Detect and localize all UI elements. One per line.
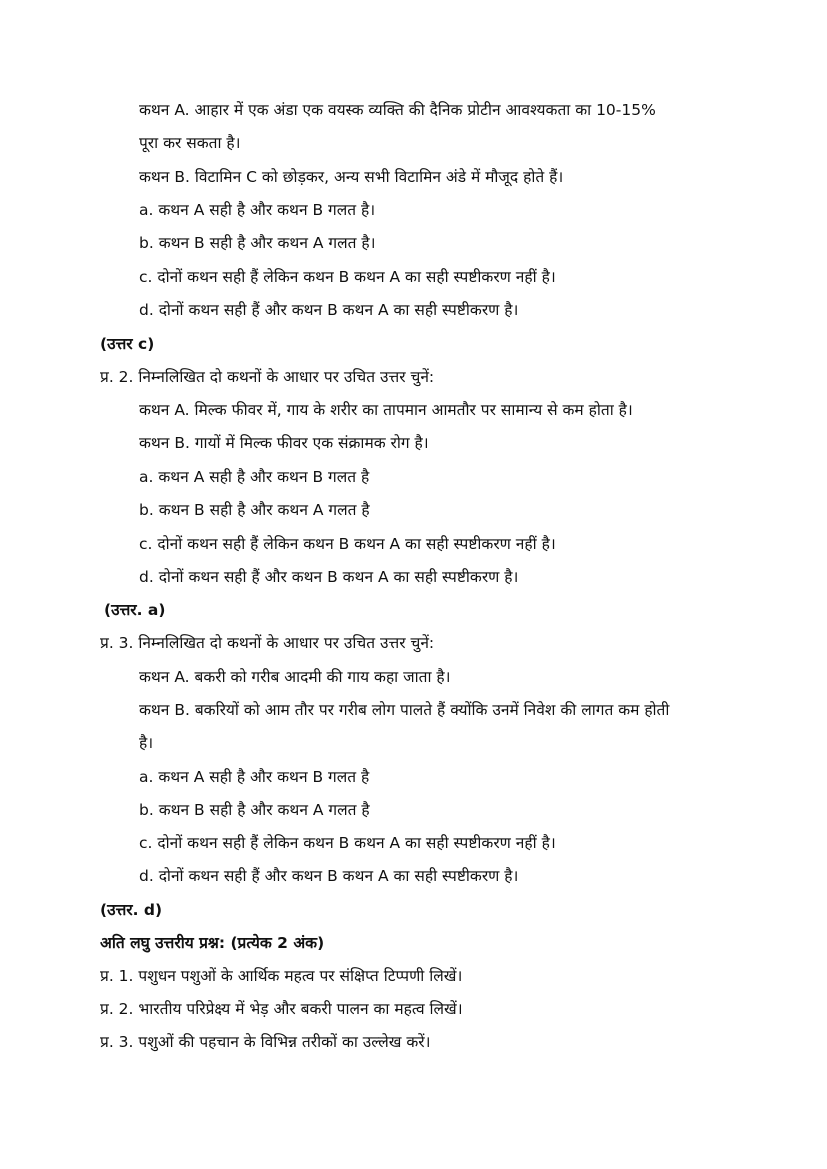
q2-option-a: a. कथन A सही है और कथन B गलत है bbox=[139, 468, 370, 486]
q1-option-b: b. कथन B सही है और कथन A गलत है। bbox=[139, 234, 376, 252]
q3-statement-b-line2: है। bbox=[139, 734, 154, 752]
q1-statement-a-line1: कथन A. आहार में एक अंडा एक वयस्क व्यक्ति की दैनिक प्रोटीन आवश्यकता का 10-15% bbox=[139, 101, 656, 119]
short-question-2: प्र. 2. भारतीय परिप्रेक्ष्य में भेड़ और बकरी पालन का महत्व लिखें। bbox=[100, 1000, 463, 1018]
q2-prompt: प्र. 2. निम्नलिखित दो कथनों के आधार पर उचित उत्तर चुनें: bbox=[100, 368, 435, 386]
q2-option-d: d. दोनों कथन सही हैं और कथन B कथन A का सही स्पष्टीकरण है। bbox=[139, 568, 519, 586]
q1-statement-a-line2: पूरा कर सकता है। bbox=[139, 134, 241, 152]
q2-answer: (उत्तर. a) bbox=[104, 601, 166, 619]
q1-answer: (उत्तर c) bbox=[100, 335, 155, 353]
q3-option-b: b. कथन B सही है और कथन A गलत है bbox=[139, 801, 370, 819]
q2-statement-b: कथन B. गायों में मिल्क फीवर एक संक्रामक रोग है। bbox=[139, 434, 429, 452]
q2-statement-a: कथन A. मिल्क फीवर में, गाय के शरीर का तापमान आमतौर पर सामान्य से कम होता है। bbox=[139, 401, 633, 419]
q3-option-a: a. कथन A सही है और कथन B गलत है bbox=[139, 768, 370, 786]
q1-statement-b: कथन B. विटामिन C को छोड़कर, अन्य सभी विटामिन अंडे में मौजूद होते हैं। bbox=[139, 168, 564, 186]
q1-option-d: d. दोनों कथन सही हैं और कथन B कथन A का सही स्पष्टीकरण है। bbox=[139, 301, 519, 319]
q1-option-a: a. कथन A सही है और कथन B गलत है। bbox=[139, 201, 376, 219]
q3-statement-a: कथन A. बकरी को गरीब आदमी की गाय कहा जाता है। bbox=[139, 668, 451, 686]
q3-option-d: d. दोनों कथन सही हैं और कथन B कथन A का सही स्पष्टीकरण है। bbox=[139, 867, 519, 885]
q3-statement-b-line1: कथन B. बकरियों को आम तौर पर गरीब लोग पालते हैं क्योंकि उनमें निवेश की लागत कम होती bbox=[139, 701, 670, 719]
q2-option-c: c. दोनों कथन सही हैं लेकिन कथन B कथन A का सही स्पष्टीकरण नहीं है। bbox=[139, 535, 556, 553]
q3-option-c: c. दोनों कथन सही हैं लेकिन कथन B कथन A का सही स्पष्टीकरण नहीं है। bbox=[139, 834, 556, 852]
q3-answer: (उत्तर. d) bbox=[100, 901, 163, 919]
q2-option-b: b. कथन B सही है और कथन A गलत है bbox=[139, 501, 370, 519]
section-heading: अति लघु उत्तरीय प्रश्न: (प्रत्येक 2 अंक) bbox=[100, 934, 325, 952]
short-question-1: प्र. 1. पशुधन पशुओं के आर्थिक महत्व पर संक्षिप्त टिप्पणी लिखें। bbox=[100, 967, 463, 985]
q1-option-c: c. दोनों कथन सही हैं लेकिन कथन B कथन A का सही स्पष्टीकरण नहीं है। bbox=[139, 268, 556, 286]
short-question-3: प्र. 3. पशुओं की पहचान के विभिन्न तरीकों का उल्लेख करें। bbox=[100, 1033, 431, 1051]
q3-prompt: प्र. 3. निम्नलिखित दो कथनों के आधार पर उचित उत्तर चुनें: bbox=[100, 634, 435, 652]
